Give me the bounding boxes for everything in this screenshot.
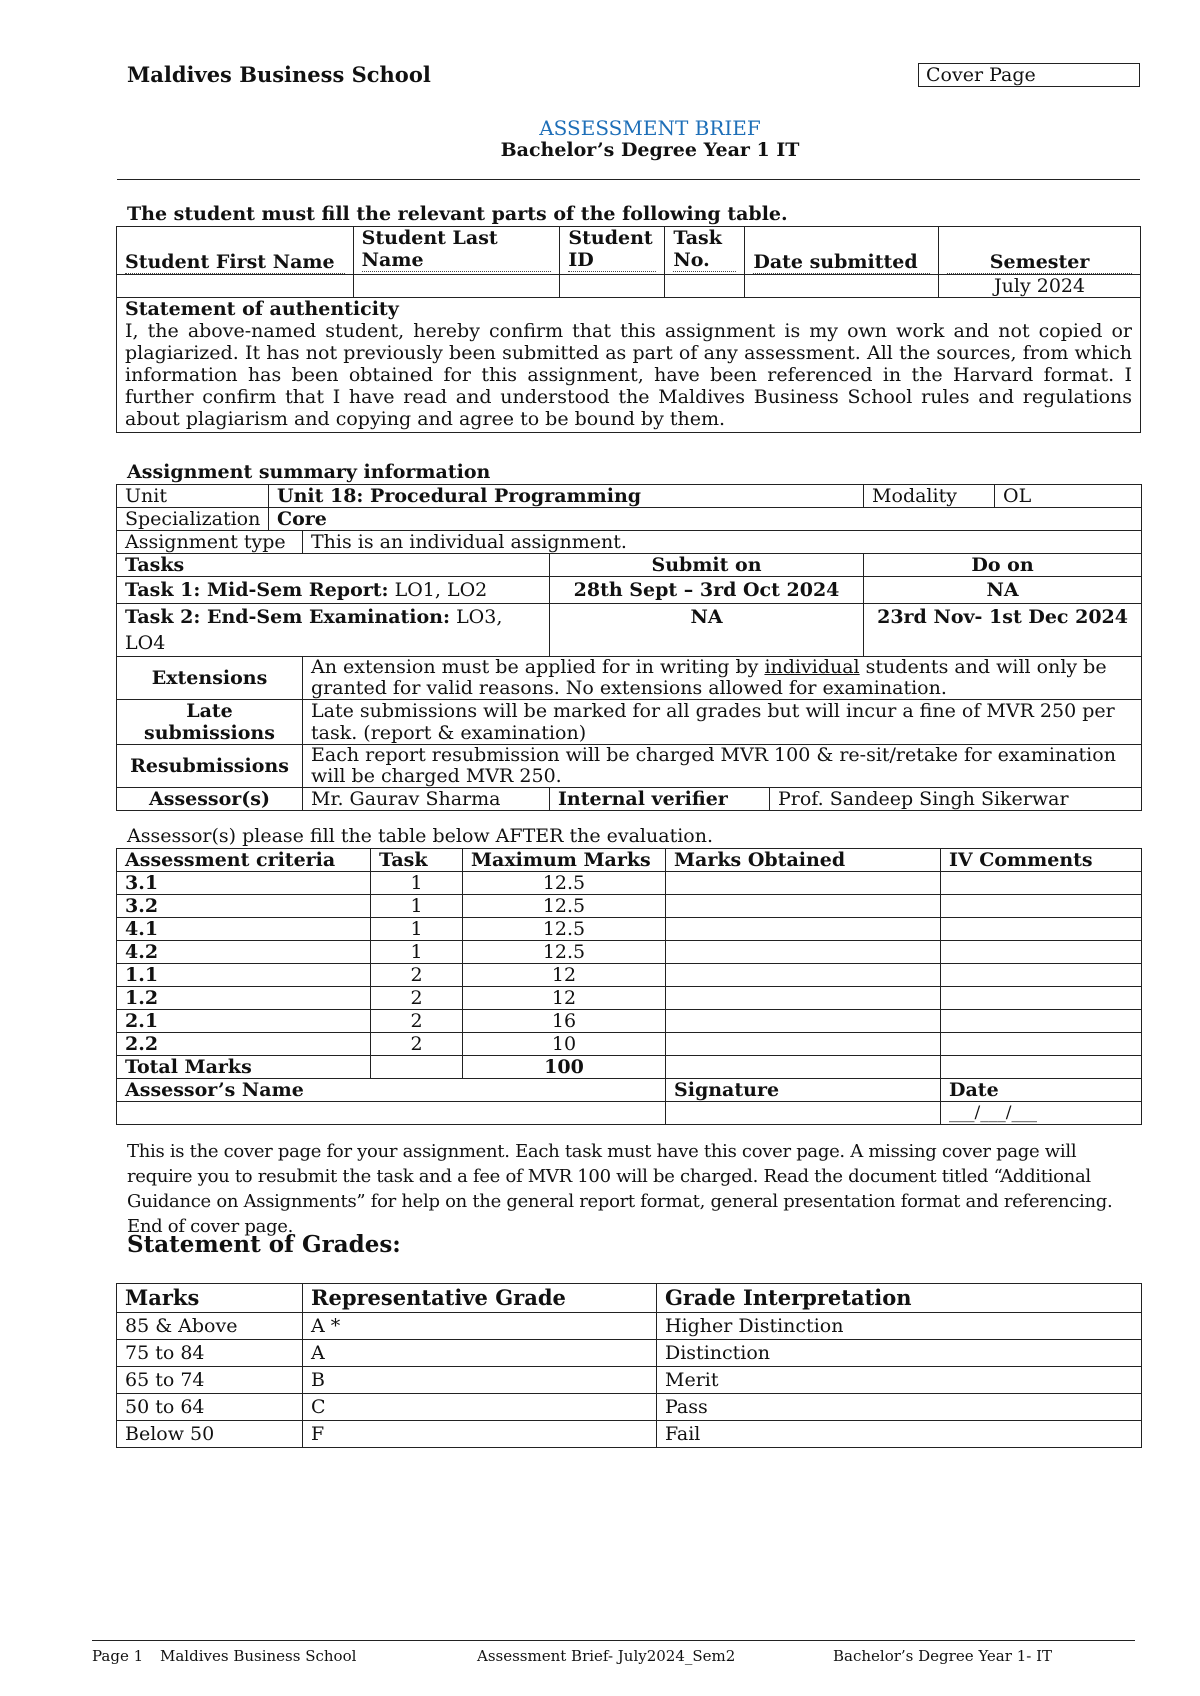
header-divider [117,179,1140,180]
criteria-header-iv: IV Comments [941,849,1142,872]
grades-title: Statement of Grades: [127,1231,401,1258]
task-no-field[interactable] [665,275,745,298]
table-row: 1.2 2 12 [117,987,1142,1010]
extensions-text: An extension must be applied for in writing by individual students and will only be granted for valid reasons. No extensions allowed for examination. [303,657,1142,700]
tasks-header: Tasks [117,554,550,577]
resubmissions-text: Each report resubmission will be charged MVR 100 & re-sit/retake for examination will be charged MVR 250. [303,745,1142,788]
document-title: ASSESSMENT BRIEF [539,116,761,140]
student-instruction: The student must fill the relevant parts of the following table. [127,203,788,225]
do-on-header: Do on [864,554,1142,577]
footer-page: Page 1 [92,1647,144,1665]
table-row: 4.1 1 12.5 [117,918,1142,941]
assessor-name-label: Assessor’s Name [117,1079,666,1102]
marks-obtained-cell[interactable] [666,895,941,918]
iv-comments-cell[interactable] [941,987,1142,1010]
task-2-name: Task 2: End-Sem Examination: LO3, LO4 [117,604,550,657]
assignment-type-label: Assignment type [117,531,303,554]
marks-obtained-cell[interactable] [666,987,941,1010]
criteria-header-task: Task [371,849,463,872]
marks-obtained-cell[interactable] [666,1033,941,1056]
table-row: 85 & Above A * Higher Distinction [117,1313,1142,1340]
summary-table [116,484,1142,811]
marks-obtained-cell[interactable] [666,1010,941,1033]
grades-header-grade: Representative Grade [303,1284,657,1313]
internal-verifier-value: Prof. Sandeep Singh Sikerwar [770,788,1142,811]
late-submissions-label: Late submissions [117,700,303,745]
total-obtained-cell[interactable] [666,1056,941,1079]
semester-value: July 2024 [939,275,1141,298]
table-row: 3.1 1 12.5 [117,872,1142,895]
criteria-table [116,848,1142,1125]
last-name-field[interactable] [353,275,560,298]
authenticity-title: Statement of authenticity [125,298,399,320]
table-row: 2.1 2 16 [117,1010,1142,1033]
task-1-submit: 28th Sept – 3rd Oct 2024 [550,577,864,604]
task-2-submit: NA [550,604,864,657]
signature-label: Signature [666,1079,941,1102]
iv-comments-cell[interactable] [941,941,1142,964]
student-table [116,226,1141,433]
grades-table [116,1283,1142,1448]
authenticity-text: I, the above-named student, hereby confirm that this assignment is my own work and not copied or plagiarized. It has not previously been submitted as part of any assessment. All the sources, from which information has been obtained for this assignment, have been referenced in the Harvard format. I further confirm that I have read and understood the Maldives Business School rules and regulations about plagiarism and copying and agree to be bound by them. [125,320,1132,430]
footer-divider [92,1640,1135,1641]
summary-title: Assignment summary information [127,461,491,483]
header-date-submitted: Date submitted [745,227,939,275]
grades-header-marks: Marks [117,1284,303,1313]
specialization-value: Core [269,508,1142,531]
iv-comments-cell[interactable] [941,918,1142,941]
table-row: 4.2 1 12.5 [117,941,1142,964]
cover-note: This is the cover page for your assignment. Each task must have this cover page. A missing cover page will require you to resubmit the task and a fee of MVR 100 will be charged. Read the document titled “Additional Guidance on Assignments” for help on the general report format, general presentation format and referencing. End of cover page. [127,1141,1113,1237]
assessor-label: Assessor(s) [117,788,303,811]
unit-label: Unit [117,485,269,508]
table-row: 2.2 2 10 [117,1033,1142,1056]
iv-comments-cell[interactable] [941,1033,1142,1056]
signature-field[interactable] [666,1102,941,1125]
grades-header-interpretation: Grade Interpretation [657,1284,1142,1313]
iv-comments-cell[interactable] [941,872,1142,895]
header-student-id: Student ID [560,227,665,275]
cover-page-tag: Cover Page [918,63,1140,87]
table-row: 75 to 84 A Distinction [117,1340,1142,1367]
total-row [117,1056,1142,1079]
table-row: 1.1 2 12 [117,964,1142,987]
criteria-header-criteria: Assessment criteria [117,849,371,872]
modality-label: Modality [864,485,995,508]
resubmissions-label: Resubmissions [117,745,303,788]
date-submitted-field[interactable] [745,275,939,298]
criteria-header-max: Maximum Marks [463,849,666,872]
date-field[interactable]: ___/___/___ [941,1102,1142,1125]
footer-brief: Assessment Brief- July2024_Sem2 [477,1647,736,1665]
task-1-name: Task 1: Mid-Sem Report: LO1, LO2 [117,577,550,604]
iv-comments-cell[interactable] [941,1010,1142,1033]
criteria-header-obtained: Marks Obtained [666,849,941,872]
specialization-label: Specialization [117,508,269,531]
student-id-field[interactable] [560,275,665,298]
marks-obtained-cell[interactable] [666,964,941,987]
task-1-do: NA [864,577,1142,604]
extensions-label: Extensions [117,657,303,700]
internal-verifier-label: Internal verifier [550,788,770,811]
document-subtitle: Bachelor’s Degree Year 1 IT [500,139,800,161]
iv-comments-cell[interactable] [941,964,1142,987]
date-label: Date [941,1079,1142,1102]
iv-comments-cell[interactable] [941,895,1142,918]
table-row: 65 to 74 B Merit [117,1367,1142,1394]
footer-degree: Bachelor’s Degree Year 1- IT [833,1647,1053,1665]
header-task-no: Task No. [665,227,745,275]
modality-value: OL [995,485,1142,508]
marks-obtained-cell[interactable] [666,941,941,964]
header-first-name: Student First Name [117,227,354,275]
total-marks-value: 100 [463,1056,666,1079]
total-marks-label: Total Marks [117,1056,371,1079]
unit-value: Unit 18: Procedural Programming [269,485,864,508]
school-name: Maldives Business School [127,62,431,87]
marks-obtained-cell[interactable] [666,918,941,941]
assignment-type-value: This is an individual assignment. [303,531,1142,554]
first-name-field[interactable] [117,275,354,298]
marks-obtained-cell[interactable] [666,872,941,895]
authenticity-statement [117,298,1141,433]
footer-school: Maldives Business School [160,1647,357,1665]
submit-on-header: Submit on [550,554,864,577]
table-row: 50 to 64 C Pass [117,1394,1142,1421]
assessor-value: Mr. Gaurav Sharma [303,788,550,811]
task-2-do: 23rd Nov- 1st Dec 2024 [864,604,1142,657]
header-semester: Semester [939,227,1141,275]
assessor-name-field[interactable] [117,1102,666,1125]
late-submissions-text: Late submissions will be marked for all grades but will incur a fine of MVR 250 per task. (report & examination) [303,700,1142,745]
table-row: 3.2 1 12.5 [117,895,1142,918]
table-row: Below 50 F Fail [117,1421,1142,1448]
criteria-instruction: Assessor(s) please fill the table below AFTER the evaluation. [127,825,714,847]
header-last-name: Student Last Name [353,227,560,275]
